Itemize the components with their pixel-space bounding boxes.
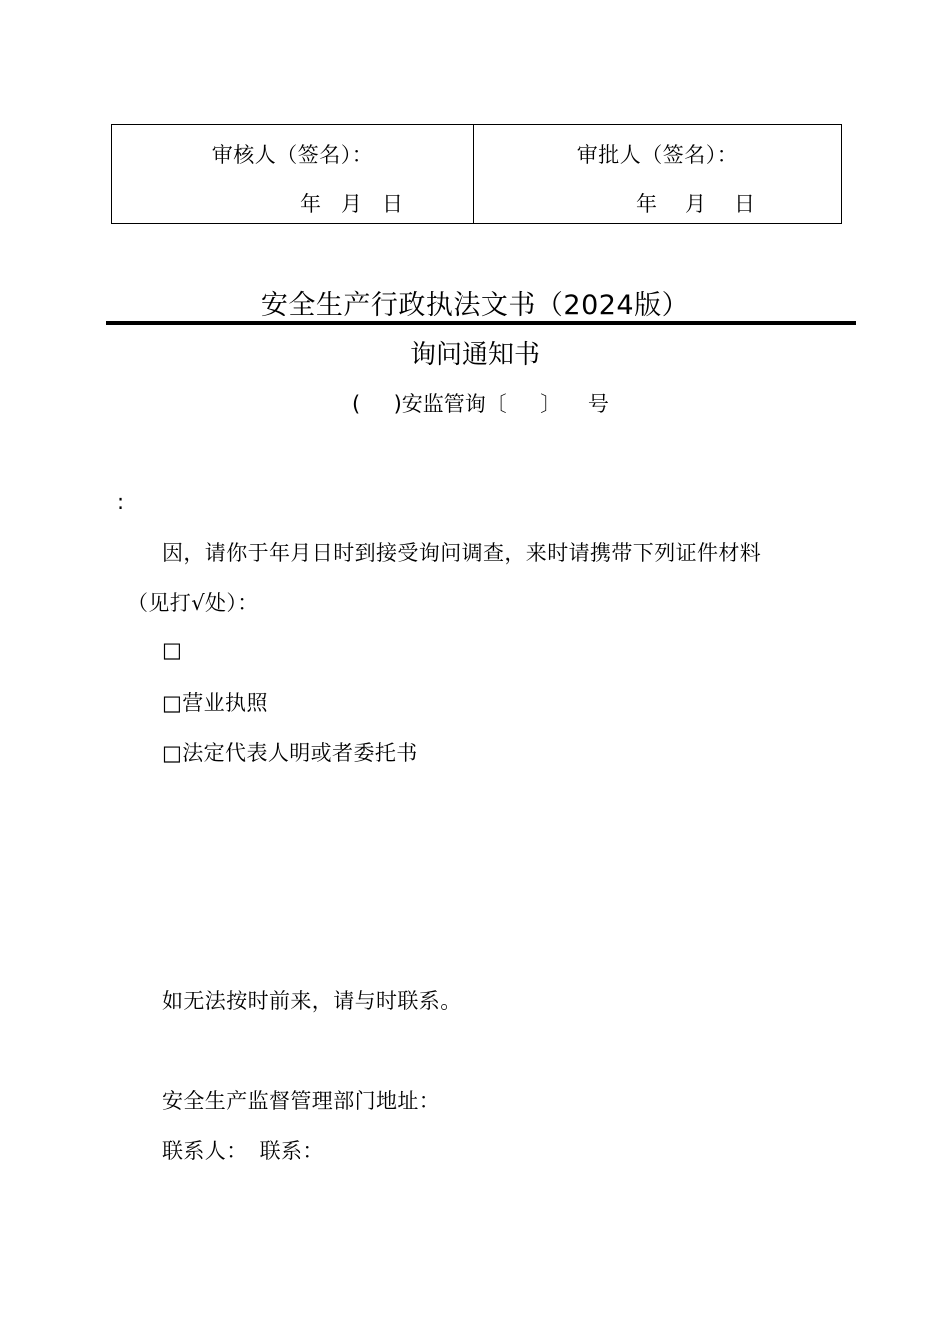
approver-date bbox=[636, 188, 755, 218]
checklist-item-legal-representative bbox=[162, 737, 418, 767]
checkbox-icon[interactable]: □ bbox=[162, 638, 183, 662]
reviewer-signature-cell bbox=[112, 125, 474, 223]
reviewer-date bbox=[300, 188, 403, 218]
reviewer-signature-label: 审核人（签名）： bbox=[211, 143, 374, 167]
notice-body-line-2: （见打√处）： bbox=[127, 591, 259, 615]
approver-signature-cell bbox=[474, 125, 841, 223]
notice-body-line-1: 因，请你于年月日时到接受询问调查，来时请携带下列证件材料 bbox=[162, 541, 762, 565]
document-series-title: 安全生产行政执法文书（2024版） bbox=[260, 290, 690, 321]
checklist-item-label: 法定代表人明或者委托书 bbox=[182, 741, 418, 765]
contact-person-label: 联系人： bbox=[162, 1139, 248, 1163]
approver-date-month: 月 bbox=[685, 192, 706, 216]
checkbox-icon[interactable]: □ bbox=[162, 741, 183, 765]
document-number: ( )安监管询〔 〕 号 bbox=[352, 392, 609, 416]
checklist-item-business-license bbox=[162, 687, 268, 717]
checklist-item-label: 营业执照 bbox=[182, 691, 268, 715]
office-address-label: 安全生产监督管理部门地址： bbox=[162, 1089, 441, 1113]
cannot-come-notice: 如无法按时前来，请与时联系。 bbox=[162, 989, 462, 1013]
reviewer-date-day: 日 bbox=[382, 192, 403, 216]
approver-signature-label: 审批人（签名）： bbox=[576, 143, 739, 167]
document-title: 询问通知书 bbox=[409, 340, 540, 370]
contact-label: 联系： bbox=[259, 1139, 324, 1163]
reviewer-date-year: 年 bbox=[300, 192, 321, 216]
checklist-item-blank bbox=[162, 638, 182, 662]
checkbox-icon[interactable]: □ bbox=[162, 691, 183, 715]
approver-date-day: 日 bbox=[734, 192, 755, 216]
signature-table bbox=[111, 124, 842, 224]
title-divider bbox=[106, 321, 856, 325]
contact-line bbox=[162, 1135, 324, 1165]
approver-date-year: 年 bbox=[636, 192, 657, 216]
reviewer-date-month: 月 bbox=[341, 192, 362, 216]
addressee-line: : bbox=[117, 490, 125, 514]
